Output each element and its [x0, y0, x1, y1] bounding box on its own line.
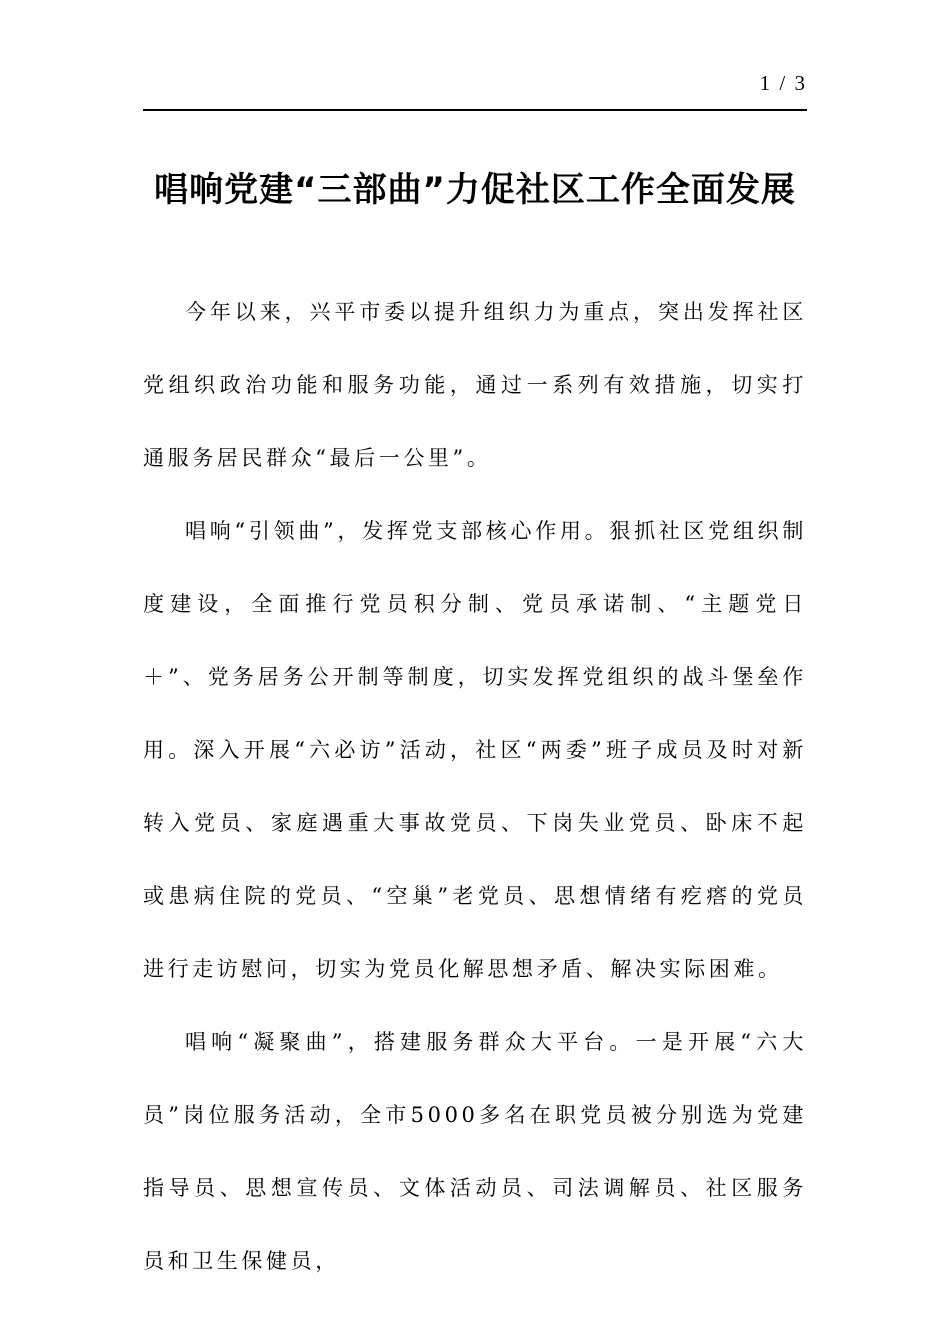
- header-rule: [143, 109, 807, 111]
- paragraph-intro: 今年以来，兴平市委以提升组织力为重点，突出发挥社区党组织政治功能和服务功能，通过一系列有效措施，切实打通服务居民群众“最后一公里”。: [143, 300, 807, 470]
- document-title: 唱响党建“三部曲”力促社区工作全面发展: [154, 170, 796, 210]
- paragraph-leadership: 唱响“引领曲”，发挥党支部核心作用。狠抓社区党组织制度建设，全面推行党员积分制、党员承诺制、“主题党日＋”、党务居务公开制等制度，切实发挥党组织的战斗堡垒作用。深入开展“六必访”活动，社区“两委”班子成员及时对新转入党员、家庭遇重大事故党员、下岗失业党员、卧床不起或患病住院的党员、“空巢”老党员、思想情绪有疙瘩的党员进行走访慰问，切实为党员化解思想矛盾、解决实际困难。: [143, 519, 807, 981]
- page-number: 1 / 3: [759, 71, 807, 95]
- document-body: [143, 276, 807, 1298]
- paragraph-cohesion: 唱响“凝聚曲”，搭建服务群众大平台。一是开展“六大员”岗位服务活动，全市5000多名在职党员被分别选为党建指导员、思想宣传员、文体活动员、司法调解员、社区服务员和卫生保健员，: [143, 1030, 807, 1273]
